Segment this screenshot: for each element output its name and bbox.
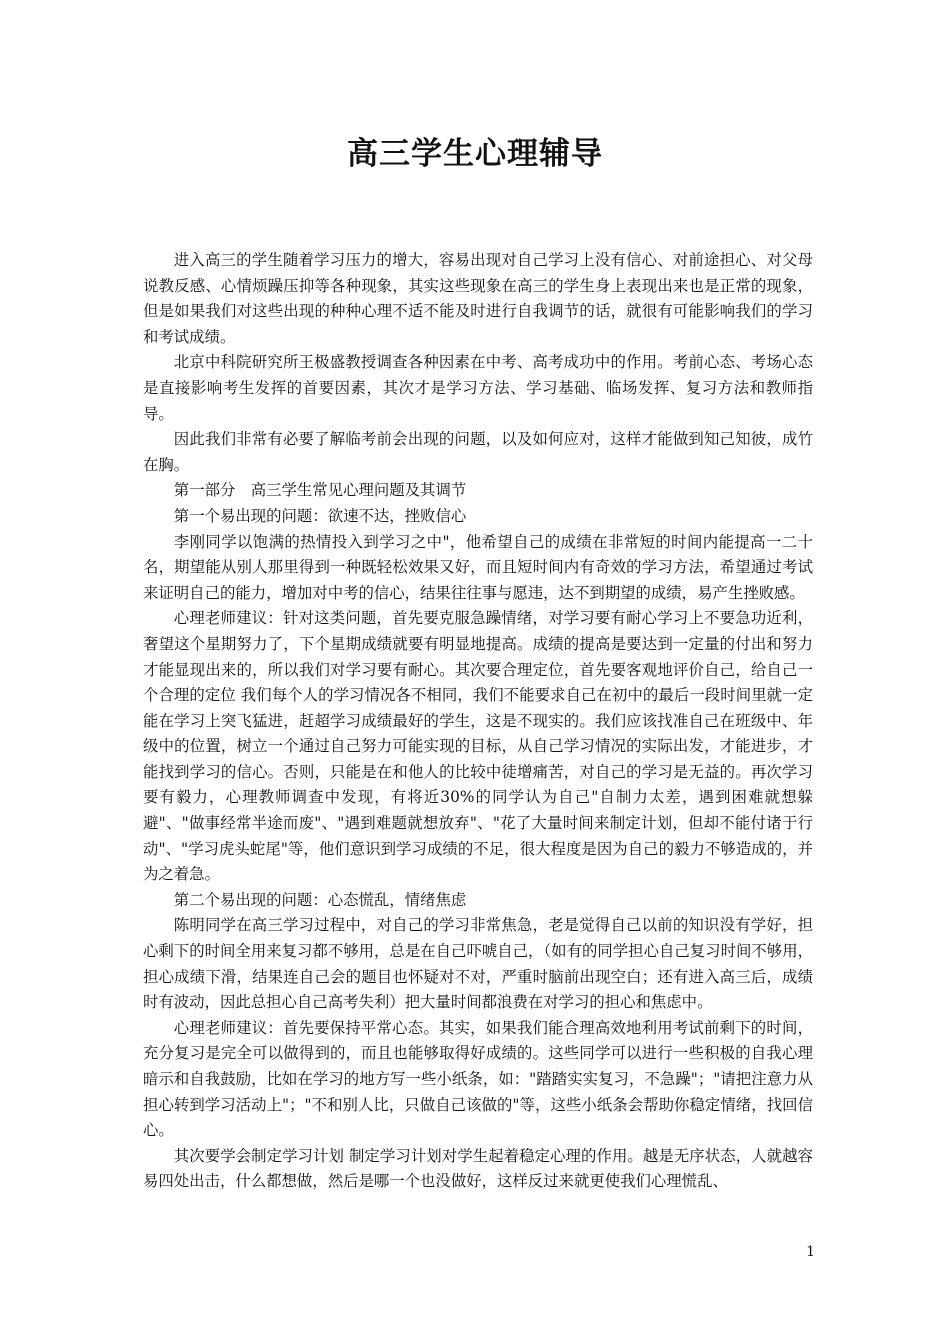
problem-heading-1: 第一个易出现的问题：欲速不达，挫败信心 — [173, 506, 467, 525]
page-number: 1 — [806, 1244, 815, 1260]
paragraph-advice-2: 心理老师建议：首先要保持平常心态。其实，如果我们能合理高效地利用考试前剩下的时间，充分复习是完全可以做得到的，而且也能够取得好成绩的。这些同学可以进行一些积极的自我心理暗示和自我鼓励，比如在学习的地方写一些小纸条，如："踏踏实实复习，不急躁"；"请把注意力从担心转到学习活动上"；"不和别人比，只做自己该做的"等，这些小纸条会帮助你稳定情绪，找回信心。 — [143, 1018, 813, 1140]
document-body — [143, 248, 813, 1195]
paragraph-research: 北京中科院研究所王极盛教授调查各种因素在中考、高考成功中的作用。考前心态、考场心态是直接影响考生发挥的首要因素，其次才是学习方法、学习基础、临场发挥、复习方法和教师指导。 — [143, 353, 813, 423]
paragraph-study-plan: 其次要学会制定学习计划 制定学习计划对学生起着稳定心理的作用。越是无序状态，人就越容易四处出击，什么都想做，然后是哪一个也没做好，这样反过来就更使我们心理慌乱、 — [143, 1146, 813, 1191]
problem-heading-2: 第二个易出现的问题：心态慌乱，情绪焦虑 — [173, 890, 467, 909]
paragraph-advice-1: 心理老师建议：针对这类问题，首先要克服急躁情绪，对学习要有耐心学习上不要急功近利，奢望这个星期努力了，下个星期成绩就要有明显地提高。成绩的提高是要达到一定量的付出和努力才能显现出来的，所以我们对学习要有耐心。其次要合理定位，首先要客观地评价自己，给自己一个合理的定位 我们每个人的学习情况各不相同，我们不能要求自己在初中的最后一段时间里就一定能在学习上突飞猛进，赶超学习成绩最好的学生，这是不现实的。我们应该找准自己在班级中、年级中的位置，树立一个通过自己努力可能实现的目标，从自己学习情况的实际出发，才能进步，才能找到学习的信心。否则，只能是在和他人的比较中徒增痛苦，对自己的学习是无益的。再次学习要有毅力，心理教师调查中发现，有将近30%的同学认为自己"自制力太差，遇到困难就想躲避"、"做事经常半途而废"、"遇到难题就想放弃"、"花了大量时间来制定计划，但却不能付诸于行动"、"学习虎头蛇尾"等，他们意识到学习成绩的不足，很大程度是因为自己的毅力不够造成的，并为之着急。 — [143, 609, 813, 884]
document-title: 高三学生心理辅导 — [347, 136, 603, 172]
section-heading-part-one: 第一部分 高三学生常见心理问题及其调节 — [173, 481, 467, 500]
paragraph-intro: 进入高三的学生随着学习压力的增大，容易出现对自己学习上没有信心、对前途担心、对父母说教反感、心情烦躁压抑等各种现象，其实这些现象在高三的学生身上表现出来也是正常的现象，但是如果我们对这些出现的种种心理不适不能及时进行自我调节的话，就很有可能影响我们的学习和考试成绩。 — [143, 251, 813, 346]
paragraph-case-2: 陈明同学在高三学习过程中，对自己的学习非常焦急，老是觉得自己以前的知识没有学好，担心剩下的时间全用来复习都不够用，总是在自己吓唬自己，（如有的同学担心自己复习时间不够用，担心成绩下滑，结果连自己会的题目也怀疑对不对，严重时脑前出现空白；还有进入高三后，成绩时有波动，因此总担心自己高考失利）把大量时间都浪费在对学习的担心和焦虑中。 — [143, 916, 813, 1012]
paragraph-preparation: 因此我们非常有必要了解临考前会出现的问题，以及如何应对，这样才能做到知己知彼，成竹在胸。 — [143, 430, 813, 474]
paragraph-case-1: 李刚同学以饱满的热情投入到学习之中"，他希望自己的成绩在非常短的时间内能提高一二十名，期望能从别人那里得到一种既轻松效果又好，而且短时间内有奇效的学习方法，希望通过考试来证明自己的能力，增加对中考的信心，结果往往事与愿违，达不到期望的成绩，易产生挫败感。 — [143, 532, 813, 602]
